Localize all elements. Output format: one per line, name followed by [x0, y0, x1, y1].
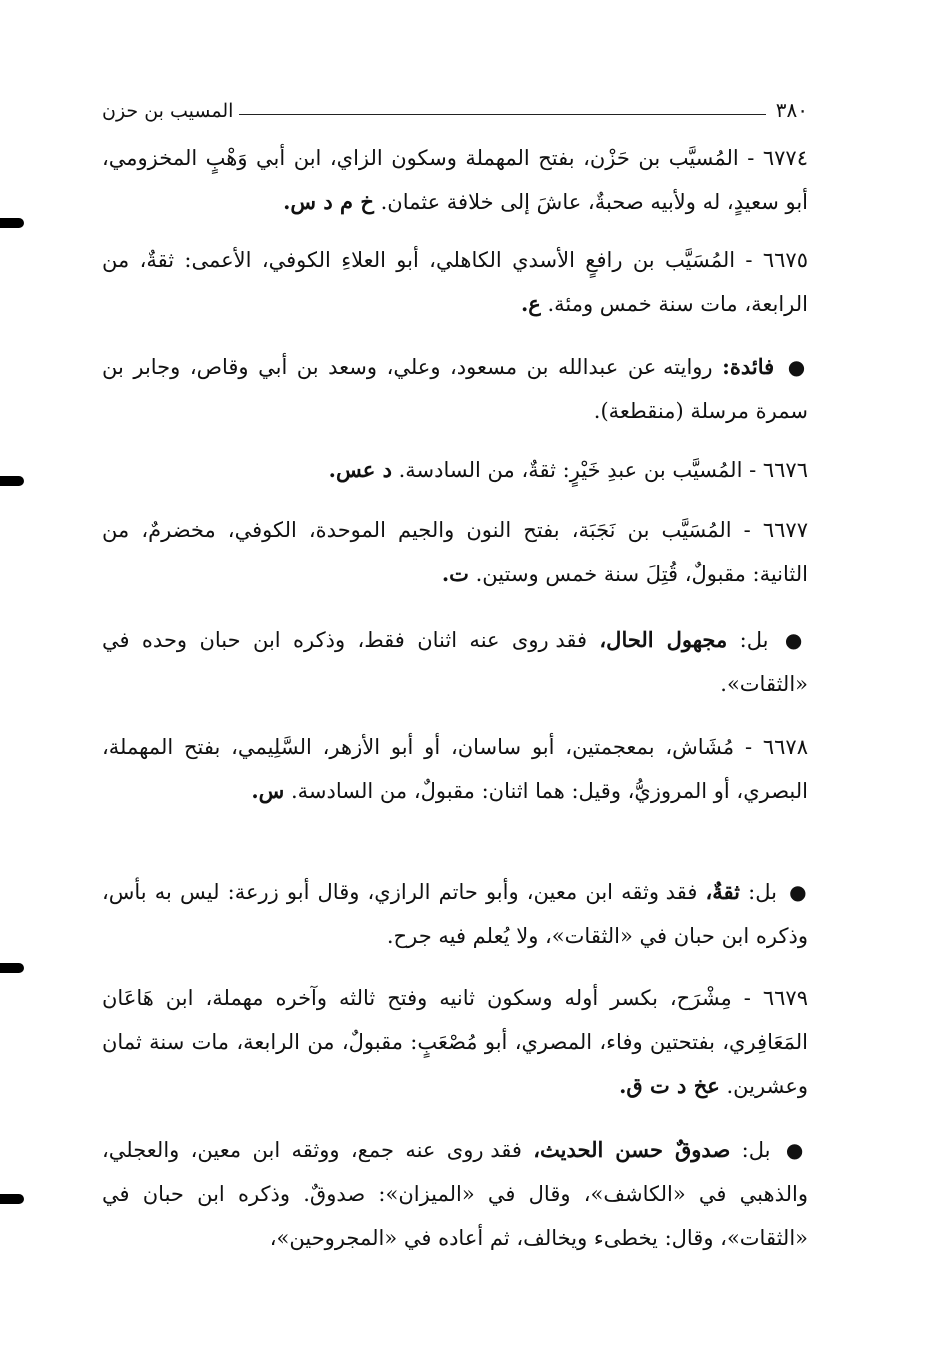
entry-6774: [102, 136, 808, 224]
running-title: المسيب بن حزن: [102, 100, 234, 122]
bullet-icon: ●: [787, 355, 809, 379]
entry-symbols: عخ د ت ق.: [619, 1073, 720, 1098]
entry-symbols: ع.: [520, 291, 541, 316]
entry-6678: [102, 725, 808, 813]
margin-scan-mark: [0, 963, 24, 973]
margin-scan-mark: [0, 476, 24, 486]
note-faida: [102, 345, 808, 433]
note-6677: [102, 618, 808, 706]
header-rule: [239, 114, 765, 115]
entry-6679: [102, 976, 808, 1108]
note-text: فقد روى عنه جمع، ووثقه ابن معين، والعجلي، والذهبي في «الكاشف»، وقال في «الميزان»: صدوقٌ. وذكره ابن حبان في «الثقات»، وقال: يخطىء ويخالف، ثم أعاده في «المجروحين»،: [102, 1138, 808, 1250]
note-text: فقد روى عنه اثنان فقط، وذكره ابن حبان وحده في «الثقات».: [102, 628, 808, 696]
entry-symbols: س.: [251, 778, 285, 803]
note-label: بل:: [739, 628, 769, 652]
entry-text: - مِشْرَح، بكسر أوله وسكون ثانيه وفتح ثالثه وآخره مهملة، ابن هَاعَان المَعَافِري، بفتحتين وفاء، المصري، أبو مُصْعَبٍ: مقبولٌ، من الرابعة، مات سنة ثمان وعشرين.: [102, 986, 808, 1098]
note-6679: [102, 1128, 808, 1260]
margin-scan-mark: [0, 1194, 24, 1204]
page-header: [102, 88, 808, 122]
entry-number: ٦٦٧٨: [762, 735, 808, 759]
note-label: فائدة:: [722, 354, 775, 379]
page-number: ٣٨٠: [775, 98, 808, 122]
entry-text: - المُسيَّب بن حَزْن، بفتح المهملة وسكون الزاي، ابن أبي وَهْبٍ المخزومي، أبو سعيدٍ، له ولأبيه صحبةٌ، عاشَ إلى خلافة عثمان.: [102, 146, 808, 214]
entry-text: - المُسَيَّب بن نَجَبَة، بفتح النون والجيم الموحدة، الكوفي، مخضرمٌ، من الثانية: مقبولٌ، قُتِلَ سنة خمس وستين.: [102, 518, 808, 586]
entry-6677: [102, 508, 808, 596]
bullet-icon: ●: [789, 880, 808, 904]
note-text: روايته عن عبدالله بن مسعود، وعلي، وسعد بن أبي وقاص، وجابر بن سمرة مرسلة (منقطعة).: [102, 355, 808, 423]
entry-6676: [102, 448, 808, 492]
note-verdict: ثقةٌ،: [705, 879, 740, 904]
entry-number: ٦٧٧٤: [762, 146, 808, 170]
note-verdict: مجهول الحال،: [599, 627, 728, 652]
note-verdict: صدوقٌ حسن الحديث،: [533, 1137, 731, 1162]
entry-symbols: ت.: [441, 561, 469, 586]
entry-number: ٦٦٧٩: [762, 986, 808, 1010]
entry-symbols: د عس.: [328, 457, 392, 482]
bullet-icon: ●: [785, 1138, 808, 1162]
note-6678: [102, 870, 808, 958]
note-text: فقد وثقه ابن معين، وأبو حاتم الرازي، وقال أبو زرعة: ليس به بأس، وذكره ابن حبان في «الثقات»، ولا يُعلم فيه جرح.: [102, 880, 808, 948]
entry-number: ٦٦٧٧: [762, 518, 808, 542]
note-label: بل:: [741, 1138, 771, 1162]
entry-symbols: خ م د س.: [283, 189, 374, 214]
entry-number: ٦٦٧٦: [762, 458, 808, 482]
entry-text: - المُسَيَّب بن رافعٍ الأسدي الكاهلي، أبو العلاءِ الكوفي، الأعمى: ثقةٌ، من الرابعة، مات سنة خمس ومئة.: [102, 248, 808, 316]
entry-number: ٦٦٧٥: [762, 248, 808, 272]
margin-scan-mark: [0, 218, 24, 228]
entry-text: - المُسيَّب بن عبدِ خَيْرٍ: ثقةٌ، من السادسة.: [398, 458, 757, 482]
note-label: بل:: [748, 880, 777, 904]
entry-text: - مُشَاش، بمعجمتين، أبو ساسان، أو أبو الأزهر، السَّلِيمي، بفتح المهملة، البصري، أو المروزيُّ، وقيل: هما اثنان: مقبولٌ، من السادسة.: [102, 735, 808, 803]
bullet-icon: ●: [784, 628, 808, 652]
entry-6675: [102, 238, 808, 326]
